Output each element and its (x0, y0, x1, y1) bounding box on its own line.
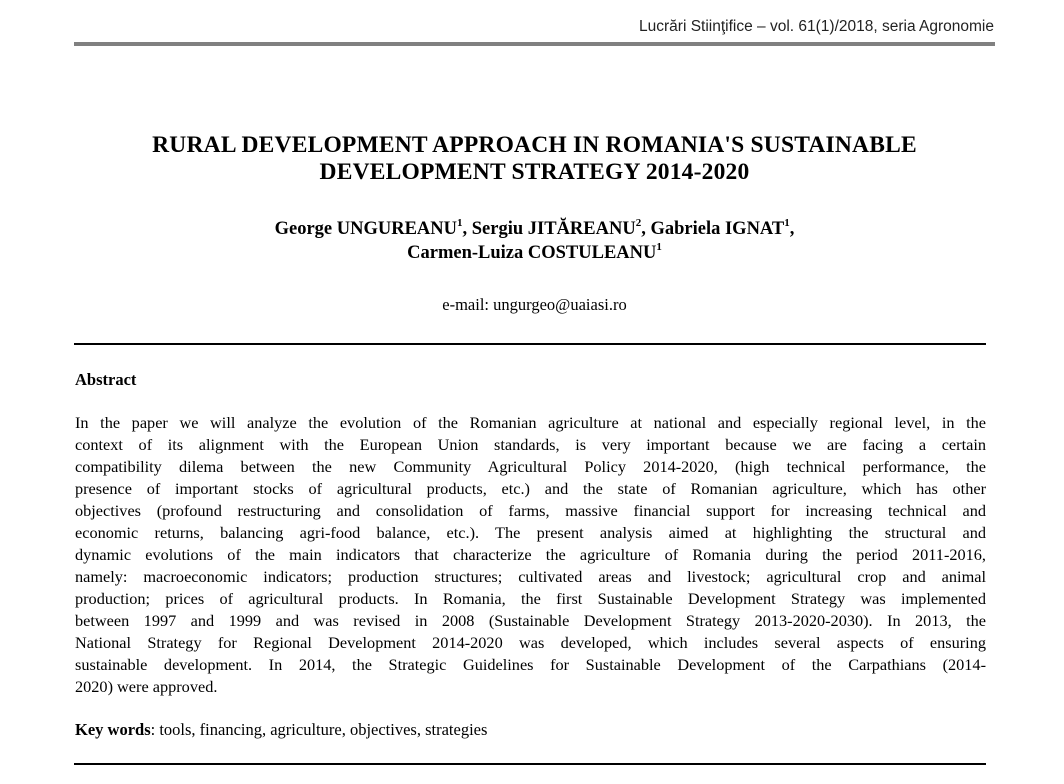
header-rule (74, 42, 995, 46)
contact-email: e-mail: ungurgeo@uaiasi.ro (442, 295, 627, 314)
abstract-bottom-rule (74, 763, 986, 765)
author-name: Carmen-Luiza COSTULEANU (407, 243, 657, 263)
keywords (75, 720, 487, 740)
author-affiliation: 2 (635, 216, 642, 229)
abstract-line: presence of important stocks of agricultural products, etc.) and the state of Romanian agriculture, which has other (75, 479, 986, 498)
abstract-line: context of its alignment with the European Union standards, is very important because we are facing a certain (75, 435, 986, 454)
authors-line-2 (74, 241, 995, 265)
paper-title (74, 132, 995, 186)
keywords-label: Key words (75, 720, 151, 739)
abstract-line: In the paper we will analyze the evolution of the Romanian agriculture at national and especially regional level, in the (75, 413, 986, 432)
abstract-line: objectives (profound restructuring and consolidation of farms, massive financial support for increasing technical and (75, 501, 986, 520)
author-affiliation: 1 (656, 240, 662, 253)
author-list (74, 217, 995, 265)
author-separator: , (462, 219, 472, 239)
author-affiliation: 1 (457, 216, 463, 229)
author-name: Gabriela IGNAT (650, 219, 785, 239)
abstract-line: compatibility dilema between the new Community Agricultural Policy 2014-2020, (high technical performance, the (75, 457, 986, 476)
abstract-line: sustainable development. In 2014, the Strategic Guidelines for Sustainable Development of the Carpathians (2014- (75, 655, 986, 674)
abstract-line: economic returns, balancing agri-food balance, etc.). The present analysis aimed at highlighting the structural and (75, 523, 986, 542)
author-separator: , (789, 219, 795, 239)
author-affiliation: 1 (784, 216, 790, 229)
authors-line-1 (74, 217, 995, 241)
abstract-line: National Strategy for Regional Development 2014-2020 was developed, which includes several aspects of ensuring (75, 633, 986, 652)
title-line-2: DEVELOPMENT STRATEGY 2014-2020 (319, 159, 750, 185)
abstract-top-rule (74, 343, 986, 345)
keywords-text: : tools, financing, agriculture, objectives, strategies (150, 720, 488, 739)
abstract-line: 2020) were approved. (75, 677, 218, 696)
author-separator: , (641, 219, 651, 239)
author-name: George UNGUREANU (274, 219, 458, 239)
author-name: Sergiu JITĂREANU (471, 219, 636, 239)
abstract-line: dynamic evolutions of the main indicators that characterize the agriculture of Romania during the period 2011-2016, (75, 545, 986, 564)
abstract-line: between 1997 and 1999 and was revised in 2008 (Sustainable Development Strategy 2013-2020-2030). In 2013, the (75, 611, 986, 630)
abstract-line: production; prices of agricultural products. In Romania, the first Sustainable Development Strategy was implemented (75, 589, 986, 608)
abstract-body (75, 412, 986, 698)
abstract-line: namely: macroeconomic indicators; production structures; cultivated areas and livestock; agricultural crop and animal (75, 567, 986, 586)
abstract-heading: Abstract (75, 370, 137, 389)
title-line-1: RURAL DEVELOPMENT APPROACH IN ROMANIA'S SUSTAINABLE (152, 132, 917, 158)
running-header: Lucrări Stiinţifice – vol. 61(1)/2018, seria Agronomie (639, 18, 994, 35)
